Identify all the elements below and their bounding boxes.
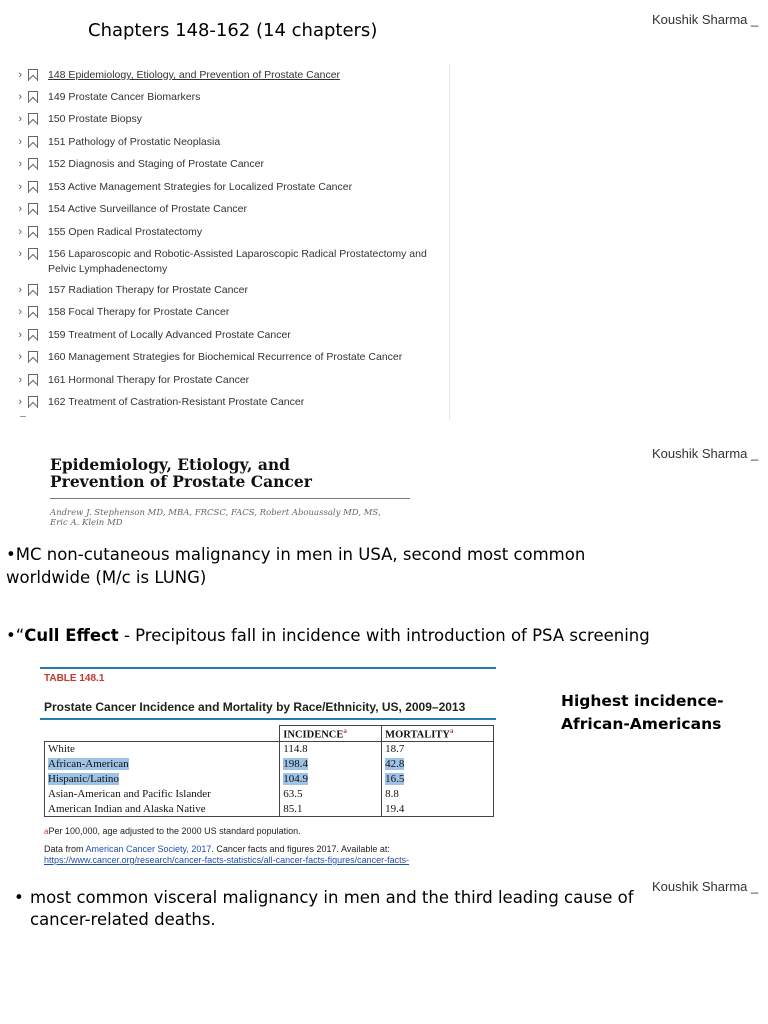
table-cell-mortality: 19.4 [382, 802, 494, 817]
paper-authors-line: Andrew J. Stephenson MD, MBA, FRCSC, FACS, Robert Abouassaly MD, MS, [50, 508, 381, 518]
footnote-text: Per 100,000, age adjusted to the 2000 US standard population. [48, 826, 301, 836]
table-title: Prostate Cancer Incidence and Mortality by Race/Ethnicity, US, 2009–2013 [44, 700, 466, 714]
table-header-row [45, 726, 494, 742]
chapter-item[interactable] [6, 112, 450, 127]
table-cell-incidence: 114.8 [280, 742, 382, 757]
chevron-right-icon[interactable]: › [18, 91, 22, 103]
divider [20, 416, 26, 417]
table-cell-mortality: 16.5 [382, 772, 494, 787]
table-footnote [44, 826, 301, 837]
table-cell-incidence: 63.5 [280, 787, 382, 802]
table-cell-group: Asian-American and Pacific Islander [45, 787, 280, 802]
chevron-right-icon[interactable]: › [18, 158, 22, 170]
bookmark-icon[interactable] [28, 248, 38, 260]
chapter-item[interactable] [6, 373, 450, 388]
chevron-right-icon[interactable]: › [18, 181, 22, 193]
bookmark-icon[interactable] [28, 351, 38, 363]
chapter-title[interactable]: 157 Radiation Therapy for Prostate Cancer [48, 284, 249, 296]
callout-line: African-Americans [561, 715, 722, 733]
bullet-point [6, 543, 585, 589]
chapter-list [6, 64, 450, 420]
table-cell-mortality: 42.8 [382, 757, 494, 772]
table-row [45, 802, 494, 817]
chapter-item[interactable] [6, 180, 450, 195]
bullet-prefix: •“ [6, 626, 25, 645]
chapter-title[interactable]: 162 Treatment of Castration-Resistant Prostate Cancer [48, 396, 305, 408]
chevron-right-icon[interactable]: › [18, 284, 22, 296]
bullet-point [14, 887, 734, 931]
table-top-rule [40, 667, 496, 669]
chapter-title[interactable]: 151 Pathology of Prostatic Neoplasia [48, 136, 221, 148]
chapter-item[interactable] [6, 305, 450, 320]
divider [50, 498, 410, 499]
source-rest: . Cancer facts and figures 2017. Available at: [211, 844, 390, 854]
paper-title [50, 456, 312, 490]
source-prefix: Data from [44, 844, 86, 854]
bullet-line: worldwide (M/c is LUNG) [6, 568, 207, 587]
incidence-table [44, 725, 494, 817]
table-cell-incidence: 104.9 [280, 772, 382, 787]
bookmark-icon[interactable] [28, 284, 38, 296]
table-row [45, 742, 494, 757]
table-header-incidence: INCIDENCE$^a$ [280, 726, 382, 742]
table-source [44, 844, 390, 855]
table-cell-group: African-American [45, 757, 280, 772]
chevron-right-icon[interactable]: › [18, 329, 22, 341]
chapter-title[interactable]: 161 Hormonal Therapy for Prostate Cancer [48, 374, 250, 386]
table-label: TABLE 148.1 [44, 673, 105, 684]
chevron-right-icon[interactable]: › [18, 136, 22, 148]
chapter-title[interactable]: 160 Management Strategies for Biochemical Recurrence of Prostate Cancer [48, 351, 403, 363]
chevron-right-icon[interactable]: › [18, 69, 22, 81]
chapter-item[interactable] [6, 283, 450, 298]
chevron-right-icon[interactable]: › [18, 113, 22, 125]
chapter-item[interactable] [6, 202, 450, 217]
table-cell-group: American Indian and Alaska Native [45, 802, 280, 817]
chapter-title[interactable]: 156 Laparoscopic and Robotic-Assisted Laparoscopic Radical Prostatectomy and Pelvic Lymphadenectomy [48, 248, 427, 275]
bookmark-icon[interactable] [28, 91, 38, 103]
chapter-item[interactable] [6, 68, 450, 83]
bullet-line: most common visceral malignancy in men and the third leading cause of [30, 888, 634, 907]
slide-title: Chapters 148-162 (14 chapters) [88, 20, 378, 41]
source-link[interactable]: American Cancer Society, 2017 [85, 844, 212, 854]
bookmark-icon[interactable] [28, 158, 38, 170]
bookmark-icon[interactable] [28, 69, 38, 81]
bookmark-icon[interactable] [28, 203, 38, 215]
chapter-title[interactable]: 149 Prostate Cancer Biomarkers [48, 91, 201, 103]
chapter-item[interactable] [6, 328, 450, 343]
table-cell-group: Hispanic/Latino [45, 772, 280, 787]
chevron-right-icon[interactable]: › [18, 306, 22, 318]
chapter-item[interactable] [6, 350, 450, 365]
chevron-right-icon[interactable]: › [18, 396, 22, 408]
bookmark-icon[interactable] [28, 374, 38, 386]
table-cell-mortality: 18.7 [382, 742, 494, 757]
paper-authors [50, 508, 410, 528]
chapter-title[interactable]: 159 Treatment of Locally Advanced Prostate Cancer [48, 329, 291, 341]
paper-title-line: Prevention of Prostate Cancer [50, 472, 312, 491]
bookmark-icon[interactable] [28, 306, 38, 318]
table-cell-incidence: 85.1 [280, 802, 382, 817]
bullet-line: cancer-related deaths. [30, 910, 216, 929]
bullet-line: •MC non-cutaneous malignancy in men in USA, second most common [6, 545, 586, 564]
bookmark-icon[interactable] [28, 396, 38, 408]
bullet-text: - Precipitous fall in incidence with introduction of PSA screening [118, 626, 650, 645]
chapter-item[interactable] [6, 90, 450, 105]
table-title-rule [40, 718, 496, 720]
chapter-title[interactable]: 148 Epidemiology, Etiology, and Prevention of Prostate Cancer [48, 69, 341, 81]
chevron-right-icon[interactable]: › [18, 374, 22, 386]
footnote-mark: a [44, 827, 49, 836]
table-cell-mortality: 8.8 [382, 787, 494, 802]
chapter-title[interactable]: 154 Active Surveillance of Prostate Cancer [48, 203, 248, 215]
table-cell-incidence: 198.4 [280, 757, 382, 772]
chapter-title[interactable]: 152 Diagnosis and Staging of Prostate Cancer [48, 158, 264, 170]
chevron-right-icon[interactable]: › [18, 226, 22, 238]
chevron-right-icon[interactable]: › [18, 203, 22, 215]
bookmark-icon[interactable] [28, 329, 38, 341]
bookmark-icon[interactable] [28, 226, 38, 238]
chapter-title[interactable]: 150 Prostate Biopsy [48, 113, 142, 125]
callout-text [561, 690, 724, 736]
author-name: Koushik Sharma _ [652, 12, 759, 27]
author-name: Koushik Sharma _ [652, 879, 759, 894]
paper-authors-line: Eric A. Klein MD [50, 518, 123, 528]
bookmark-icon[interactable] [28, 113, 38, 125]
chapter-item[interactable] [6, 395, 450, 410]
bookmark-icon[interactable] [28, 136, 38, 148]
table-header-mortality: MORTALITY$^a$ [382, 726, 494, 742]
table-row [45, 757, 494, 772]
bullet-point [6, 624, 650, 647]
source-url-link[interactable]: https://www.cancer.org/research/cancer-facts-statistics/all-cancer-facts-figures/cancer-facts- [44, 855, 410, 865]
chapter-title[interactable]: 158 Focal Therapy for Prostate Cancer [48, 306, 230, 318]
table-cell-group: White [45, 742, 280, 757]
chapter-item[interactable] [6, 157, 450, 172]
table-header-blank [45, 726, 280, 742]
chapter-item[interactable] [6, 225, 450, 240]
chapter-item[interactable] [6, 247, 450, 277]
chapter-title[interactable]: 153 Active Management Strategies for Localized Prostate Cancer [48, 181, 353, 193]
table-row [45, 787, 494, 802]
callout-line: Highest incidence- [561, 692, 724, 710]
author-name: Koushik Sharma _ [652, 446, 759, 461]
bookmark-icon[interactable] [28, 181, 38, 193]
chapter-title[interactable]: 155 Open Radical Prostatectomy [48, 226, 203, 238]
bullet-term: Cull Effect [24, 626, 119, 645]
table-row [45, 772, 494, 787]
bullet-dot: • [14, 888, 24, 907]
chevron-right-icon[interactable]: › [18, 248, 22, 260]
chapter-item[interactable] [6, 135, 450, 150]
paper-title-line: Epidemiology, Etiology, and [50, 455, 290, 474]
chevron-right-icon[interactable]: › [18, 351, 22, 363]
